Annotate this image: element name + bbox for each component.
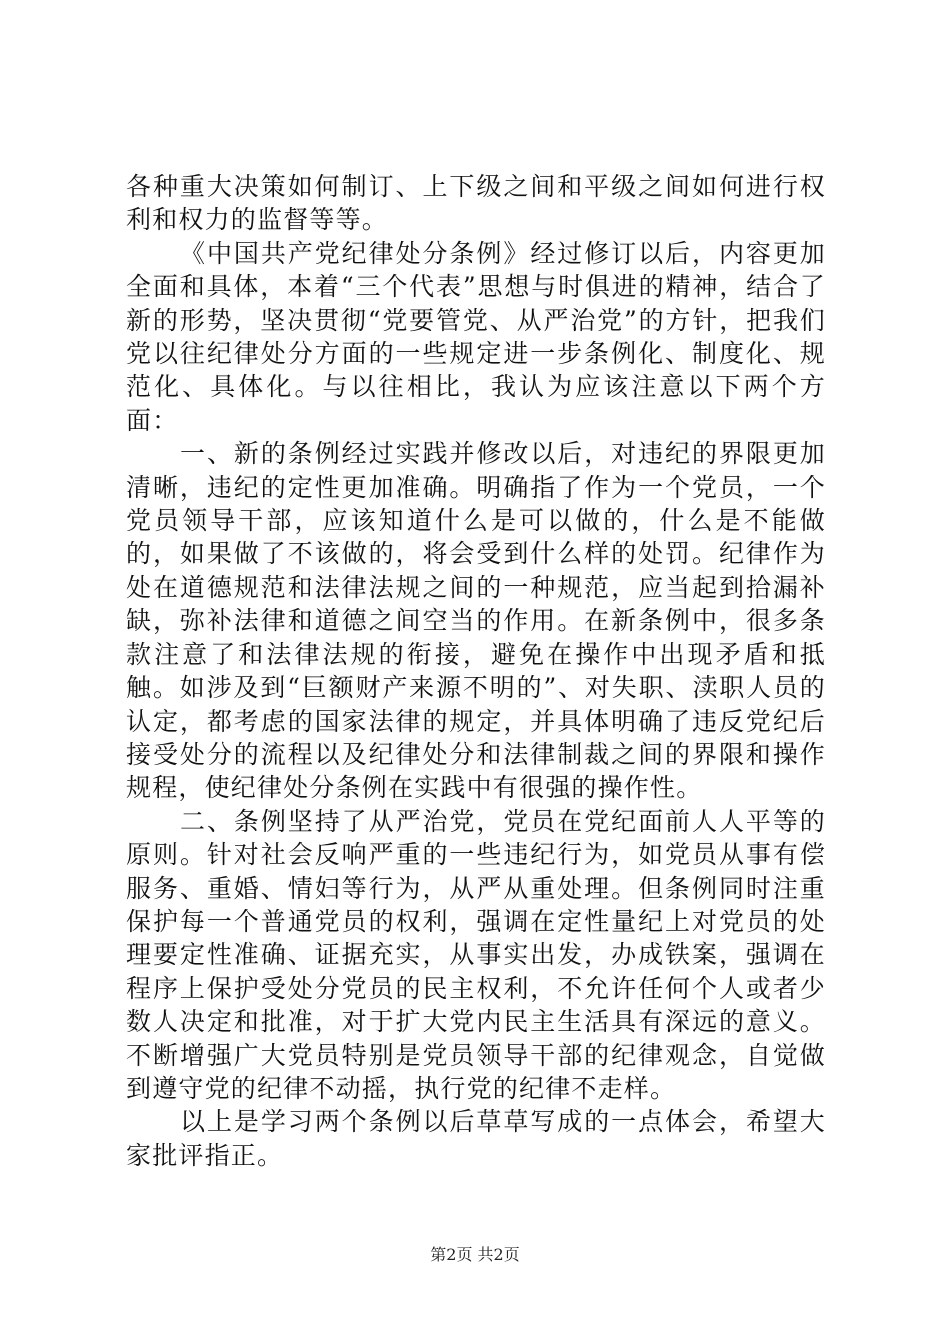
paragraph-1: 各种重大决策如何制订、上下级之间和平级之间如何进行权利和权力的监督等等。	[126, 172, 826, 235]
paragraph-2: 《中国共产党纪律处分条例》经过修订以后，内容更加全面和具体，本着“三个代表”思想与时俱进的精神，结合了新的形势，坚决贯彻“党要管党、从严治党”的方针，把我们党以往纪律处分方面的一些规定进一步条例化、制度化、规范化、具体化。与以往相比，我认为应该注意以下两个方面：	[126, 238, 826, 435]
page-footer: 第2页 共2页	[430, 1245, 520, 1264]
paragraph-5: 以上是学习两个条例以后草草写成的一点体会，希望大家批评指正。	[126, 1107, 826, 1170]
paragraph-4: 二、条例坚持了从严治党，党员在党纪面前人人平等的原则。针对社会反响严重的一些违纪行为，如党员从事有偿服务、重婚、情妇等行为，从严从重处理。但条例同时注重保护每一个普通党员的权利，强调在定性量纪上对党员的处理要定性准确、证据充实，从事实出发，办成铁案，强调在程序上保护受处分党员的民主权利，不允许任何个人或者少数人决定和批准，对于扩大党内民主生活具有深远的意义。不断增强广大党员特别是党员领导干部的纪律观念，自觉做到遵守党的纪律不动摇，执行党的纪律不走样。	[126, 806, 826, 1103]
document-body	[126, 170, 826, 1172]
paragraph-3: 一、新的条例经过实践并修改以后，对违纪的界限更加清晰，违纪的定性更加准确。明确指了作为一个党员，一个党员领导干部，应该知道什么是可以做的，什么是不能做的，如果做了不该做的，将会受到什么样的处罚。纪律作为处在道德规范和法律法规之间的一种规范，应当起到拾漏补缺，弥补法律和道德之间空当的作用。在新条例中，很多条款注意了和法律法规的衔接，避免在操作中出现矛盾和抵触。如涉及到“巨额财产来源不明的”、对失职、渎职人员的认定，都考虑的国家法律的规定，并具体明确了违反党纪后接受处分的流程以及纪律处分和法律制裁之间的界限和操作规程，使纪律处分条例在实践中有很强的操作性。	[126, 439, 826, 803]
